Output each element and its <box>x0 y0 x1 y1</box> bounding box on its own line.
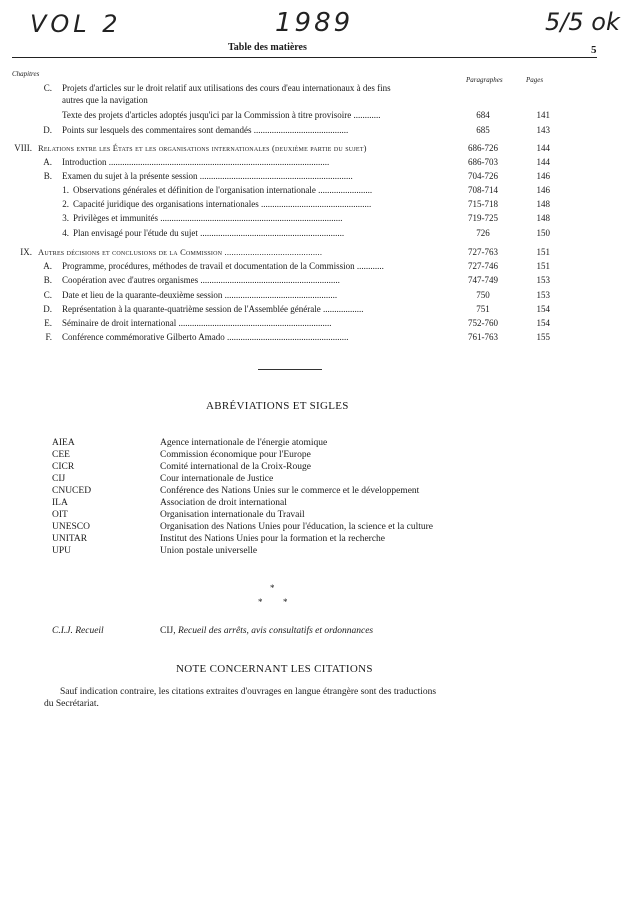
note-heading: NOTE CONCERNANT LES CITATIONS <box>176 663 373 675</box>
abbreviation-term: UNITAR <box>52 534 88 544</box>
toc-paragraphs: 708-714 <box>468 185 498 195</box>
toc-paragraphs: 686-726 <box>468 143 498 153</box>
col-header-paragraphes: Paragraphes <box>466 76 503 84</box>
toc-page: 154 <box>536 318 550 328</box>
toc-title: Conférence commémorative Gilberto Amado ...................................................... <box>62 332 349 342</box>
toc-page: 151 <box>536 261 550 271</box>
abbreviation-meaning: Commission économique pour l'Europe <box>160 450 311 460</box>
col-header-chapitres: Chapitres <box>12 70 40 78</box>
toc-page: 148 <box>536 213 550 223</box>
abbreviation-meaning: Union postale universelle <box>160 546 258 556</box>
toc-paragraphs: 726 <box>476 228 490 238</box>
toc-number: A. <box>43 157 52 167</box>
abbreviation-term: UNESCO <box>52 522 91 532</box>
toc-paragraphs: 761-763 <box>468 332 498 342</box>
toc-page: 144 <box>536 157 550 167</box>
note-paragraph-line: Sauf indication contraire, les citations extraites d'ouvrages en langue étrangère sont des traductions <box>60 687 437 697</box>
toc-paragraphs: 715-718 <box>468 199 498 209</box>
toc-page: 141 <box>536 110 550 120</box>
abbreviation-meaning: Organisation internationale du Travail <box>160 510 305 520</box>
abbreviation-meaning: Institut des Nations Unies pour la formation et la recherche <box>160 534 386 544</box>
toc-title: Examen du sujet à la présente session .................................................................... <box>62 171 353 181</box>
recueil-meaning <box>160 625 373 637</box>
toc-title: Date et lieu de la quarante-deuxième session .................................................. <box>62 290 338 300</box>
toc-page: 151 <box>536 247 550 257</box>
toc-page: 153 <box>536 290 550 300</box>
toc-title: Séminaire de droit international .................................................................... <box>62 318 332 328</box>
toc-title: Projets d'articles sur le droit relatif aux utilisations des cours d'eau internationaux à des fins <box>62 83 391 93</box>
toc-number: VIII. <box>14 143 32 153</box>
abbreviation-term: CNUCED <box>52 486 92 496</box>
toc-paragraphs: 750 <box>476 290 490 300</box>
toc-page: 144 <box>536 143 550 153</box>
toc-paragraphs: 684 <box>476 110 490 120</box>
note-paragraph-line: du Secrétariat. <box>44 699 99 709</box>
toc-number: IX. <box>20 247 32 257</box>
toc-title: Privilèges et immunités ................................................................................. <box>73 213 343 223</box>
toc-number: 1. <box>62 185 69 195</box>
toc-number: E. <box>44 318 52 328</box>
toc-page: 150 <box>536 228 550 238</box>
toc-title: Programme, procédures, méthodes de travail et documentation de la Commission ............ <box>62 261 384 271</box>
handwritten-year-note: 1989 <box>275 8 354 38</box>
abbreviation-meaning: Conférence des Nations Unies sur le commerce et le développement <box>160 486 420 496</box>
toc-title: autres que la navigation <box>62 95 148 105</box>
toc-page: 148 <box>536 199 550 209</box>
recueil-abbreviation: C.I.J. Recueil <box>52 626 104 636</box>
toc-number: B. <box>43 275 52 285</box>
toc-paragraphs: 751 <box>476 304 490 314</box>
toc-number: 4. <box>62 228 69 238</box>
handwritten-volume-note: VOL 2 <box>30 10 122 38</box>
abbreviation-term: CICR <box>52 462 75 472</box>
toc-paragraphs: 685 <box>476 125 490 135</box>
asterism-star: * <box>270 583 275 593</box>
col-header-pages: Pages <box>526 76 544 84</box>
abbreviation-meaning: Organisation des Nations Unies pour l'éducation, la science et la culture <box>160 522 433 532</box>
abbreviation-meaning: Cour internationale de Justice <box>160 474 274 484</box>
toc-paragraphs: 727-763 <box>468 247 498 257</box>
recueil-meaning-title: Recueil des arrêts, avis consultatifs et ordonnances <box>177 626 374 636</box>
toc-title: Autres décisions et conclusions de la Commission .......................................... <box>38 247 323 257</box>
toc-title: Introduction .................................................................................................. <box>62 157 330 167</box>
toc-title: Texte des projets d'articles adoptés jusqu'ici par la Commission à titre provisoire ............ <box>62 110 381 120</box>
abbreviation-term: OIT <box>52 510 68 520</box>
toc-paragraphs: 727-746 <box>468 261 498 271</box>
asterism-star: * <box>283 597 288 607</box>
toc-number: A. <box>43 261 52 271</box>
handwritten-check-mark: 5/5 ok <box>545 8 620 36</box>
toc-number: F. <box>45 332 52 342</box>
toc-paragraphs: 686-703 <box>468 157 498 167</box>
toc-title: Relations entre les États et les organisations internationales (deuxième partie du sujet) <box>38 143 367 153</box>
abbreviations-heading: ABRÉVIATIONS ET SIGLES <box>206 400 349 412</box>
recueil-meaning-prefix: CIJ, <box>160 626 176 636</box>
toc-title: Coopération avec d'autres organismes .............................................................. <box>62 275 340 285</box>
abbreviation-meaning: Agence internationale de l'énergie atomique <box>160 438 328 448</box>
abbreviation-meaning: Association de droit international <box>160 498 287 508</box>
abbreviation-term: CIJ <box>52 474 66 484</box>
toc-page: 154 <box>536 304 550 314</box>
toc-paragraphs: 704-726 <box>468 171 498 181</box>
toc-number: C. <box>43 290 52 300</box>
page-number: 5 <box>591 44 597 56</box>
toc-number: 3. <box>62 213 69 223</box>
toc-page: 146 <box>536 185 550 195</box>
running-head: Table des matières <box>228 42 307 53</box>
abbreviation-term: CEE <box>52 450 70 460</box>
asterism-star: * <box>258 597 263 607</box>
toc-title: Capacité juridique des organisations internationales ................................................. <box>73 199 372 209</box>
toc-title: Points sur lesquels des commentaires sont demandés .......................................... <box>62 125 349 135</box>
abbreviation-term: UPU <box>52 546 72 556</box>
toc-title: Représentation à la quarante-quatrième session de l'Assemblée générale .................. <box>62 304 364 314</box>
section-divider <box>258 369 322 370</box>
toc-number: D. <box>43 304 52 314</box>
toc-paragraphs: 752-760 <box>468 318 498 328</box>
abbreviation-term: ILA <box>52 498 68 508</box>
toc-page: 146 <box>536 171 550 181</box>
toc-page: 153 <box>536 275 550 285</box>
toc-paragraphs: 747-749 <box>468 275 498 285</box>
abbreviation-term: AIEA <box>52 438 75 448</box>
toc-number: C. <box>43 83 52 93</box>
toc-title: Plan envisagé pour l'étude du sujet ................................................................ <box>73 228 345 238</box>
abbreviation-meaning: Comité international de la Croix-Rouge <box>160 462 311 472</box>
toc-title: Observations générales et définition de l'organisation internationale ........................ <box>73 185 373 195</box>
toc-number: B. <box>43 171 52 181</box>
toc-number: D. <box>43 125 52 135</box>
header-rule <box>12 57 597 58</box>
toc-number: 2. <box>62 199 69 209</box>
toc-page: 143 <box>536 125 550 135</box>
toc-paragraphs: 719-725 <box>468 213 498 223</box>
toc-page: 155 <box>536 332 550 342</box>
